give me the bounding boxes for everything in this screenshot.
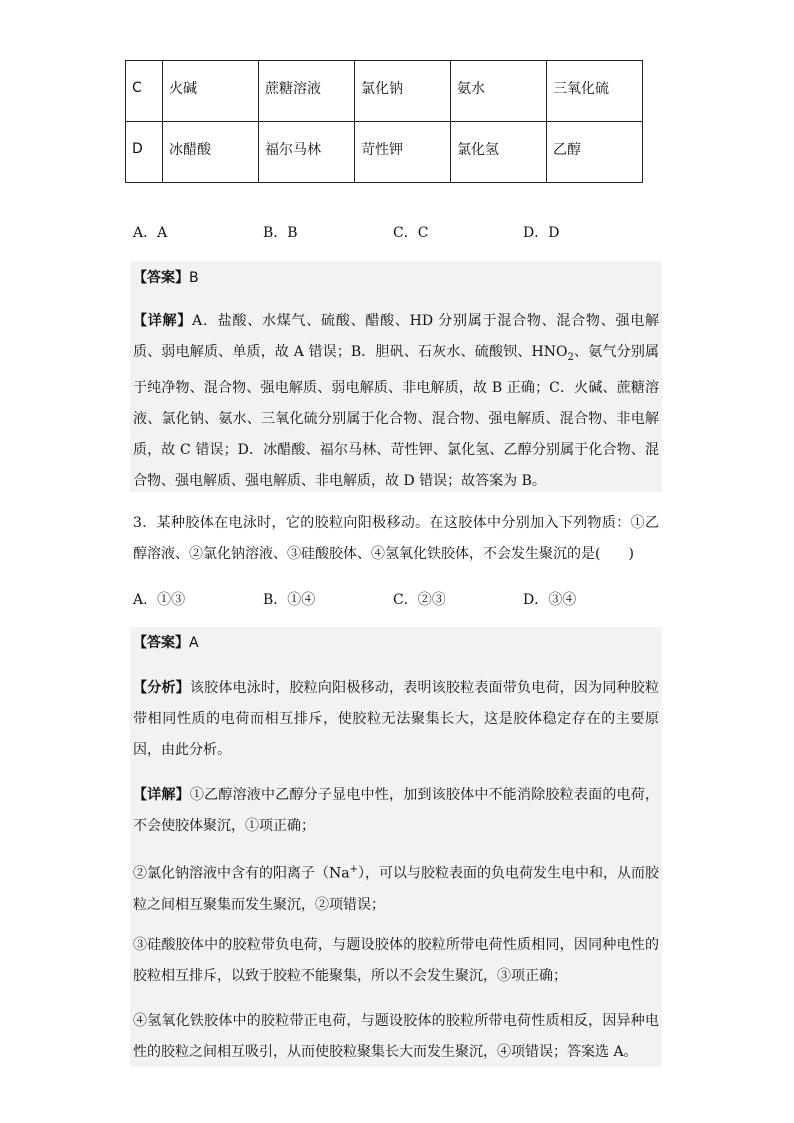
option-d: D．D bbox=[523, 225, 560, 241]
option-a: A．①③ bbox=[133, 592, 186, 608]
detail-text: ），可以与胶粒表面的负电荷发生电中和，从而胶粒之间相互聚集而发生聚沉，②项错误； bbox=[133, 865, 659, 913]
detail-text: 、氨气分别属于纯净物、混合物、强电解质、弱电解质、非电解质，故 B 正确；C．火碱、蔗糖溶液、氯化钠、氨水、三氧化硫分别属于化合物、混合物、强电解质、混合物、非电解质，故 C 错误；D．冰醋酸、福尔马林、苛性钾、氯化氢、乙醇分别属于化合物、混合物、强电解质、强电解质、非电解质，故 D 错误；故答案为 B。 bbox=[133, 344, 660, 489]
table-cell: 苛性钾 bbox=[355, 122, 451, 183]
table-cell: 福尔马林 bbox=[259, 122, 355, 183]
subscript: 2 bbox=[567, 351, 574, 363]
table-row bbox=[126, 61, 643, 122]
table-cell: 氯化钠 bbox=[355, 61, 451, 122]
table-cell: 蔗糖溶液 bbox=[259, 61, 355, 122]
q2-options bbox=[133, 222, 653, 242]
answer-value: A bbox=[189, 635, 199, 651]
q3-analysis bbox=[133, 673, 659, 766]
table-cell: 冰醋酸 bbox=[163, 122, 259, 183]
q3-question: 3．某种胶体在电泳时，它的胶粒向阳极移动。在这胶体中分别加入下列物质：①乙醇溶液、②氯化钠溶液、③硅酸胶体、④氢氧化铁胶体，不会发生聚沉的是( ) bbox=[133, 515, 659, 562]
detail-text: ②氯化钠溶液中含有的阳离子（Na bbox=[133, 865, 350, 882]
option-d: D．③④ bbox=[523, 592, 577, 608]
detail-tag: 【详解】 bbox=[133, 787, 190, 803]
q3-detail-1 bbox=[133, 780, 659, 842]
superscript: + bbox=[349, 864, 358, 875]
answer-value: B bbox=[189, 270, 199, 286]
table-cell: 氨水 bbox=[451, 61, 547, 122]
detail-text: A．盐酸、水煤气、硫酸、醋酸、HD 分别属于混合物、混合物、强电解质、弱电解质、单质，故 A 错误；B．胆矾、石灰水、硫酸钡、HNO bbox=[133, 313, 659, 360]
table-cell: 火碱 bbox=[163, 61, 259, 122]
analysis-tag: 【分析】 bbox=[133, 680, 190, 696]
q3-detail-4: ④氢氧化铁胶体中的胶粒带正电荷，与题设胶体的胶粒所带电荷性质相反，因异种电性的胶粒之间相互吸引，从而使胶粒聚集长大而发生聚沉，④项错误；答案选 A。 bbox=[133, 1013, 659, 1060]
option-c: C．②③ bbox=[393, 592, 446, 608]
q2-detail bbox=[133, 306, 659, 497]
row-label: D bbox=[126, 122, 163, 183]
detail-tag: 【详解】 bbox=[133, 313, 193, 329]
detail-text: ①乙醇溶液中乙醇分子显电中性，加到该胶体中不能消除胶粒表面的电荷，不会使胶体聚沉，①项正确； bbox=[133, 787, 659, 834]
option-a: A．A bbox=[133, 225, 168, 241]
q3-options bbox=[133, 589, 653, 609]
option-b: B．B bbox=[263, 225, 298, 241]
answer-tag: 【答案】 bbox=[133, 270, 189, 286]
q2-answer bbox=[133, 263, 659, 294]
classification-table bbox=[125, 60, 643, 183]
row-label: C bbox=[126, 61, 163, 122]
table-row bbox=[126, 122, 643, 183]
table-cell: 氯化氢 bbox=[451, 122, 547, 183]
table-cell: 三氧化硫 bbox=[547, 61, 643, 122]
option-b: B．①④ bbox=[263, 592, 316, 608]
analysis-text: 该胶体电泳时，胶粒向阳极移动，表明该胶粒表面带负电荷，因为同种胶粒带相同性质的电荷而相互排斥，使胶粒无法聚集长大，这是胶体稳定存在的主要原因，由此分析。 bbox=[133, 680, 659, 758]
q3-detail-2 bbox=[133, 854, 659, 921]
option-c: C．C bbox=[393, 225, 429, 241]
q3-answer bbox=[133, 628, 659, 659]
table-cell: 乙醇 bbox=[547, 122, 643, 183]
answer-tag: 【答案】 bbox=[133, 635, 189, 651]
q3-detail-3: ③硅酸胶体中的胶粒带负电荷，与题设胶体的胶粒所带电荷性质相同，因同种电性的胶粒相互排斥，以致于胶粒不能聚集，所以不会发生聚沉，③项正确； bbox=[133, 937, 659, 984]
